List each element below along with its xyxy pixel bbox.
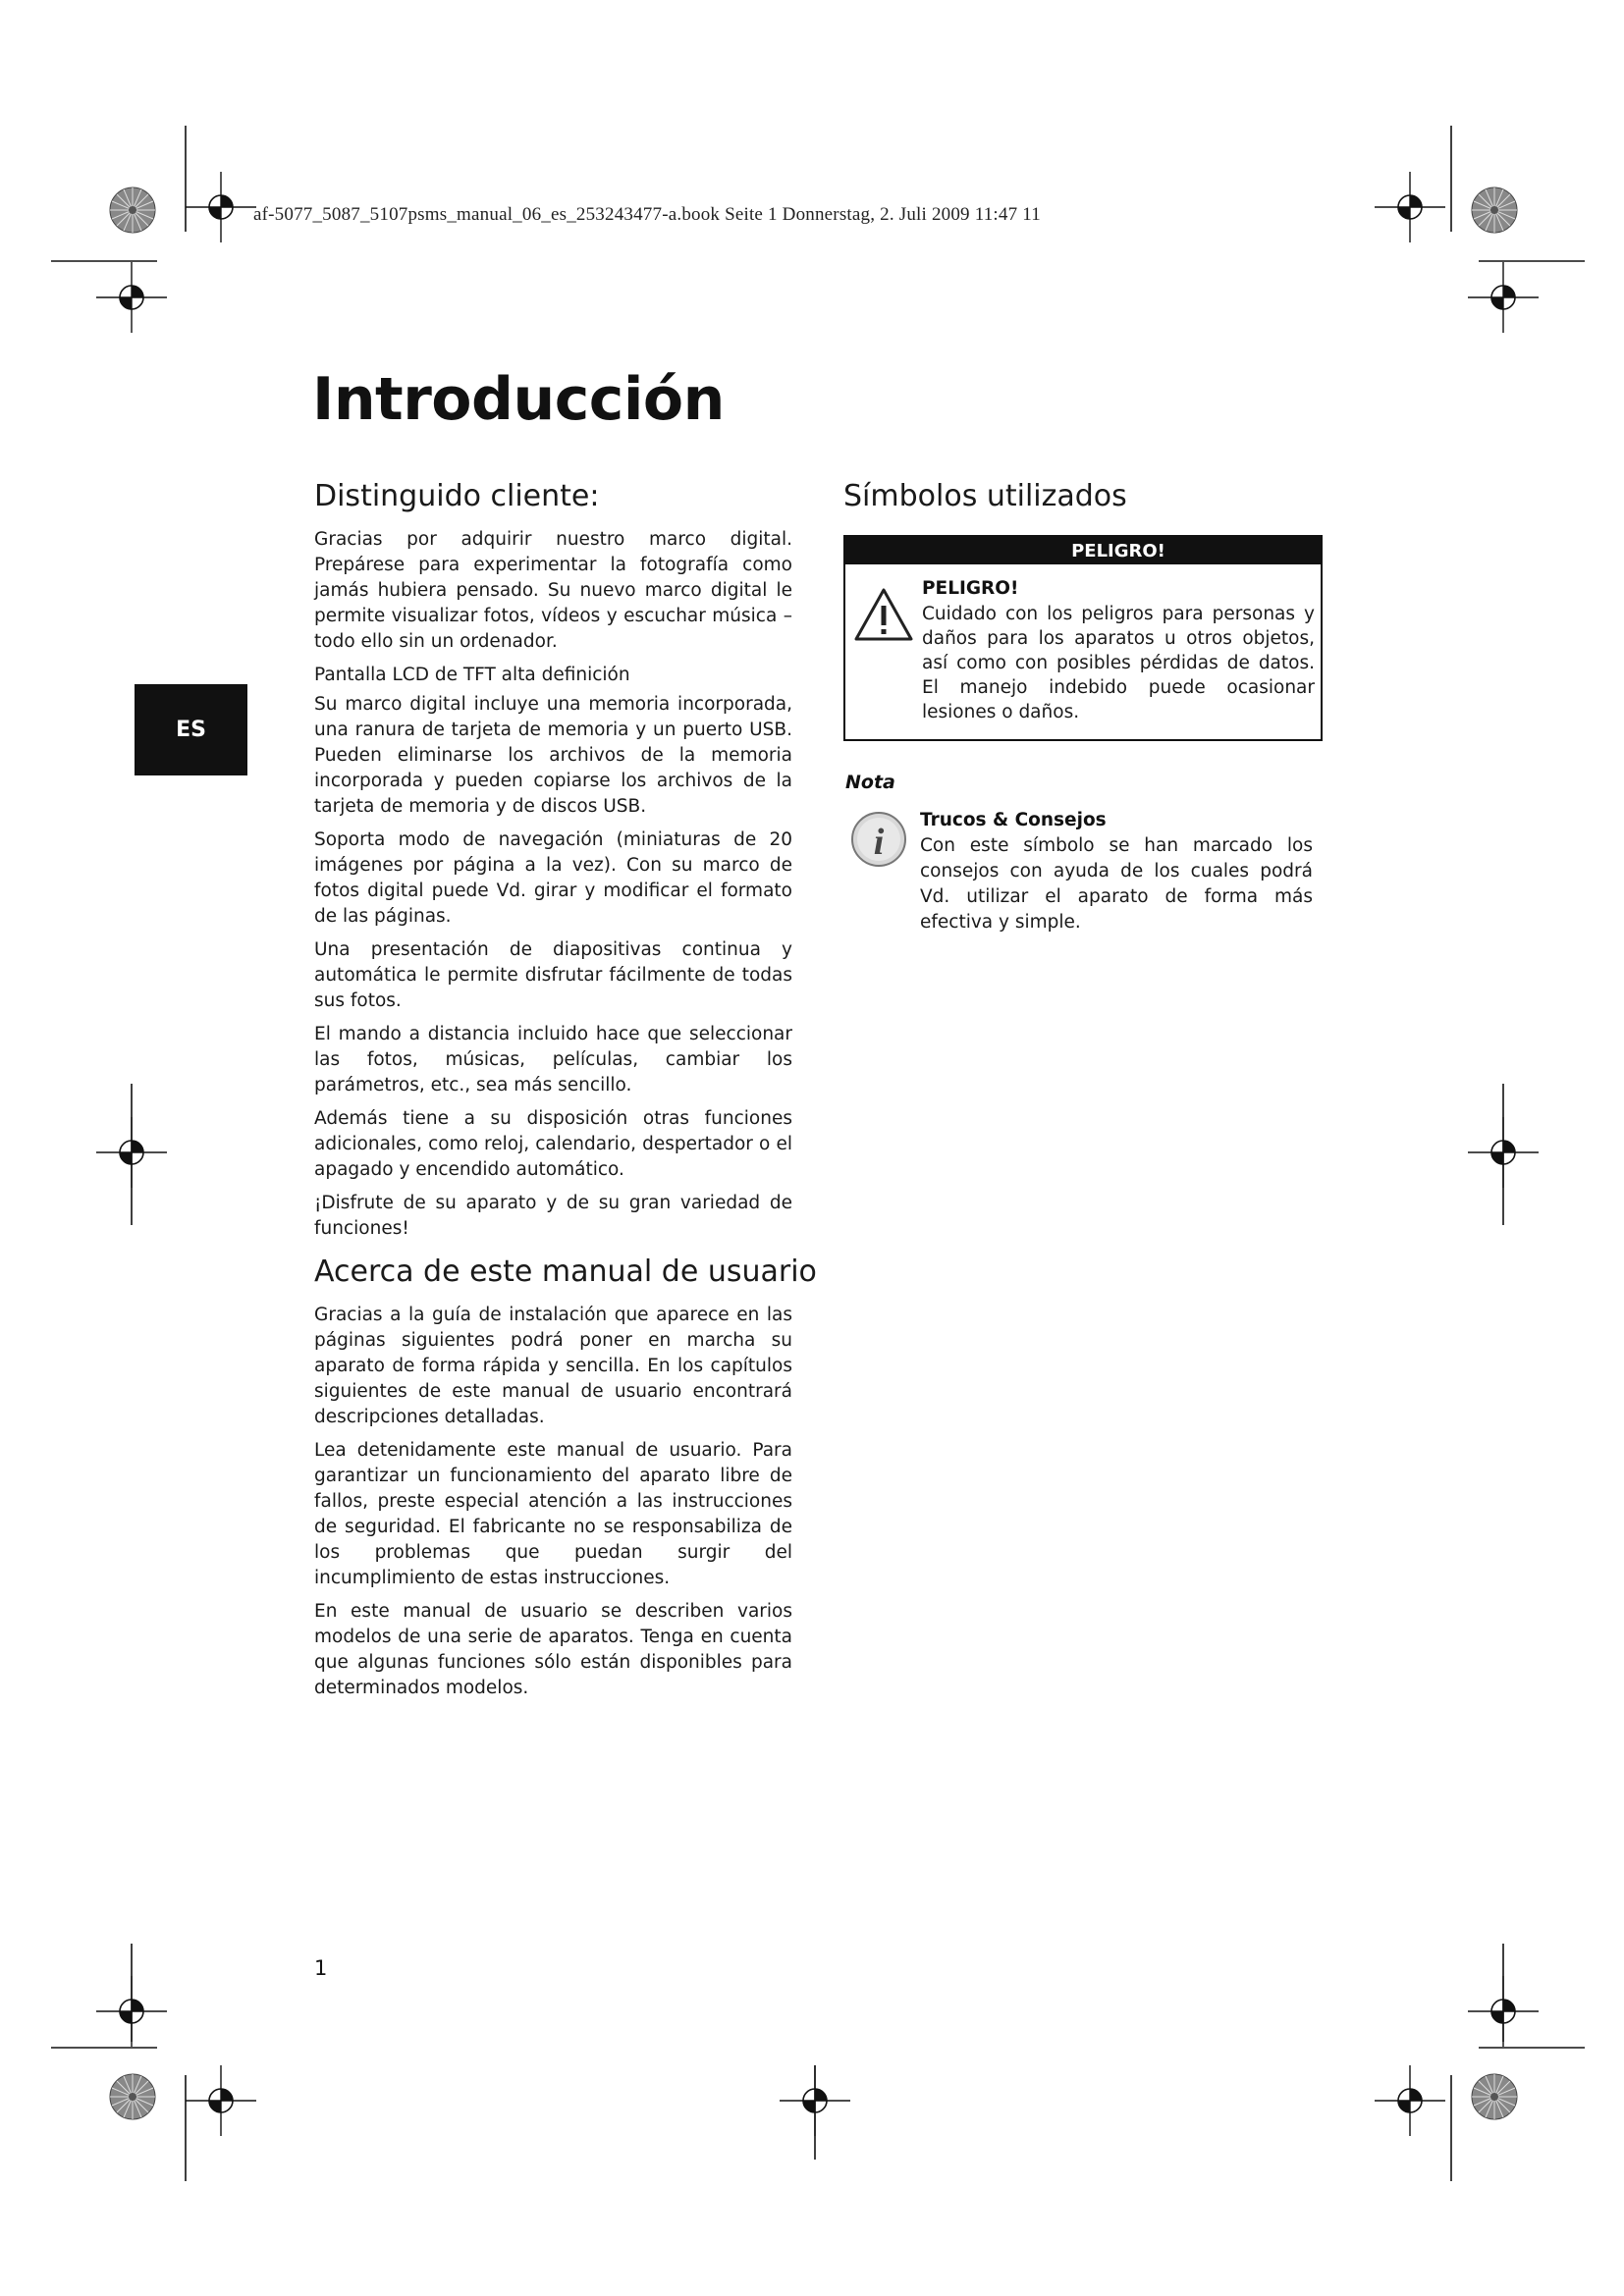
- slug-line: af-5077_5087_5107psms_manual_06_es_253243477-a.book Seite 1 Donnerstag, 2. Juli 2009 11:47 11: [253, 204, 1041, 225]
- paragraph: Una presentación de diapositivas continua y automática le permite disfrutar fácilmente de todas sus fotos.: [314, 939, 792, 1011]
- paragraph: Pantalla LCD de TFT alta definición: [314, 665, 630, 685]
- danger-subtitle: PELIGRO!: [922, 578, 1019, 599]
- paragraph: Lea detenidamente este manual de usuario. Para garantizar un funcionamiento del aparato libre de fallos, preste especial atención a las instrucciones de seguridad. El fabricante no se responsabiliza de los problemas que puedan surgir del incumplimiento de estas instrucciones.: [314, 1440, 792, 1588]
- danger-header: PELIGRO!: [916, 537, 1321, 564]
- paragraph: Gracias por adquirir nuestro marco digital. Prepárese para experimentar la fotografía como jamás hubiera pensado. Su nuevo marco digital le permite visualizar fotos, vídeos y escuchar música – todo ello sin un ordenador.: [314, 529, 792, 652]
- heading-distinguido-cliente: Distinguido cliente:: [314, 479, 600, 513]
- heading-acerca-manual: Acerca de este manual de usuario: [314, 1255, 817, 1289]
- paragraph: Soporta modo de navegación (miniaturas de 20 imágenes por página a la vez). Con su marco de fotos digital puede Vd. girar y modificar el formato de las páginas.: [314, 829, 792, 927]
- language-tab: ES: [135, 684, 247, 775]
- svg-text:i: i: [873, 822, 885, 863]
- page-number: 1: [314, 1956, 328, 1980]
- heading-simbolos-utilizados: Símbolos utilizados: [843, 479, 1127, 513]
- tip-subtitle: Trucos & Consejos: [920, 810, 1107, 830]
- info-icon: [850, 811, 907, 868]
- paragraph: Su marco digital incluye una memoria incorporada, una ranura de tarjeta de memoria y un puerto USB. Pueden eliminarse los archivos de la memoria incorporada y pueden copiarse los archivos de la tarjeta de memoria y de discos USB.: [314, 694, 792, 817]
- tip-body: [920, 808, 1313, 935]
- note-label: Nota: [845, 772, 895, 793]
- paragraph: Gracias a la guía de instalación que aparece en las páginas siguientes podrá poner en marcha su aparato de forma rápida y sencilla. En los capítulos siguientes de este manual de usuario encontrará descripciones detalladas.: [314, 1305, 792, 1427]
- left-column-section-2: [314, 1255, 817, 1709]
- warning-triangle-icon: [853, 586, 914, 643]
- paragraph: ¡Disfrute de su aparato y de su gran variedad de funciones!: [314, 1193, 792, 1239]
- paragraph: Además tiene a su disposición otras funciones adicionales, como reloj, calendario, despertador o el apagado y encendido automático.: [314, 1108, 792, 1180]
- danger-notice-box: [843, 535, 1323, 741]
- danger-text: Cuidado con los peligros para personas y daños para los aparatos u otros objetos, así como con posibles pérdidas de datos. El manejo indebido puede ocasionar lesiones o daños.: [922, 604, 1315, 722]
- paragraph: En este manual de usuario se describen varios modelos de una serie de aparatos. Tenga en cuenta que algunas funciones sólo están disponibles para determinados modelos.: [314, 1601, 792, 1698]
- paragraph: El mando a distancia incluido hace que seleccionar las fotos, músicas, películas, cambiar los parámetros, etc., sea más sencillo.: [314, 1024, 792, 1095]
- danger-header-fill: [845, 537, 916, 564]
- danger-body: [922, 576, 1315, 724]
- left-column: [314, 479, 792, 1250]
- page-title: Introducción: [312, 365, 725, 434]
- tip-text: Con este símbolo se han marcado los consejos con ayuda de los cuales podrá Vd. utilizar el aparato de forma más efectiva y simple.: [920, 835, 1313, 933]
